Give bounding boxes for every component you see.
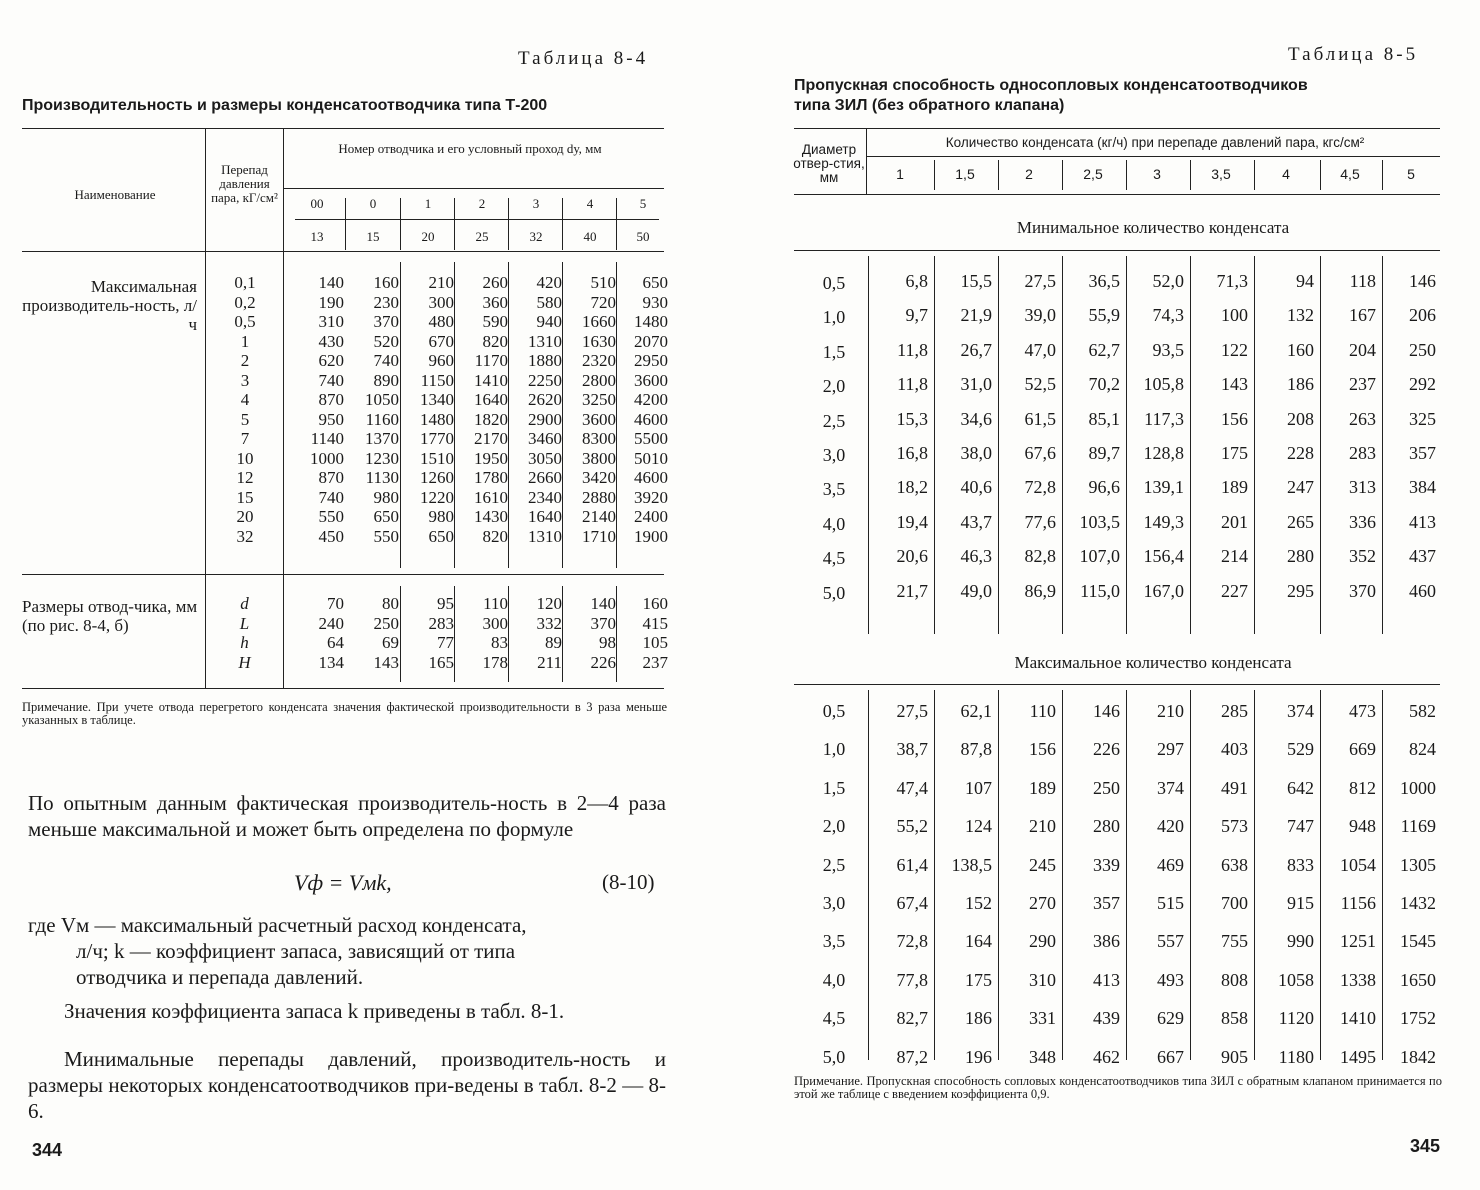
col-divider — [205, 128, 206, 688]
diameters-max — [804, 692, 864, 1076]
header-group: Номер отводчика и его условный проход dу, мм — [338, 141, 602, 156]
table-number: Таблица 8-5 — [1288, 44, 1419, 65]
min-value-column: 15,5 21,9 26,7 31,0 34,6 38,0 40,6 43,7 46,3 49,0 — [960, 271, 992, 601]
min-value-column: 36,5 55,9 62,7 70,2 85,1 89,7 96,6 103,5 107,0 115,0 — [1079, 271, 1120, 601]
page-number: 344 — [32, 1140, 63, 1160]
header-subrule — [295, 219, 659, 220]
pressure-column: 0,1 0,2 0,5 1 2 3 4 5 7 10 12 15 20 32 — [234, 273, 256, 546]
value-column: 140 190 310 430 620 740 870 950 1140 1000 870 740 550 450 — [310, 273, 344, 546]
header-number-cell: 0 — [369, 196, 377, 211]
value-column: 80 250 69 143 — [373, 594, 399, 672]
section-label-dimensions: Размеры отвод-чика, мм (по рис. 8-4, б) — [22, 597, 198, 635]
header-pass-cell: 40 — [583, 229, 597, 244]
formula-number: (8-10) — [602, 870, 655, 894]
page-number: 345 — [1410, 1136, 1441, 1156]
header-pass-cell: 15 — [366, 229, 380, 244]
header-pressure-cell: 3 — [1153, 166, 1161, 182]
header-pressure-cell: 2 — [1025, 166, 1033, 182]
min-value-column: 118 167 204 237 263 283 313 336 352 370 — [1349, 271, 1376, 601]
header-number-cell: 4 — [586, 196, 594, 211]
min-value-column: 6,8 9,7 11,8 11,8 15,3 16,8 18,2 19,4 20,6 21,7 — [896, 271, 928, 601]
header-number-cell: 00 — [310, 196, 324, 211]
header-pass-cell: 13 — [310, 229, 324, 244]
diameters-min — [804, 266, 864, 610]
min-value-column: 27,5 39,0 47,0 52,5 61,5 67,6 72,8 77,6 82,8 86,9 — [1024, 271, 1056, 601]
min-value-column: 94 132 160 186 208 228 247 265 280 295 — [1287, 271, 1314, 601]
diameter-column: 0,5 1,0 1,5 2,0 2,5 3,0 3,5 4,0 4,5 5,0 — [822, 701, 846, 1067]
col-divider — [866, 128, 867, 194]
header-name: Наименование — [74, 187, 156, 202]
value-column: 510 720 1660 1630 2320 2800 3250 3600 8300 3800 3420 2880 2140 1710 — [582, 273, 616, 546]
min-value-column: 52,0 74,3 93,5 105,8 117,3 128,8 139,1 149,3 156,4 167,0 — [1143, 271, 1184, 601]
section-divider — [22, 574, 664, 575]
max-value-column: 146 226 250 280 339 357 386 413 439 462 — [1093, 701, 1120, 1067]
header-pressure-cell: 3,5 — [1211, 166, 1231, 182]
max-value-column: 374 529 642 747 833 915 990 1058 1120 1180 — [1278, 701, 1314, 1067]
table-title-line1: Пропускная способность односопловых конденсатоотводчиков — [794, 77, 1308, 94]
col-divider — [454, 198, 455, 250]
header-pass-cell: 20 — [421, 229, 435, 244]
header-pressure-cell: 2,5 — [1083, 166, 1103, 182]
header-subrule — [283, 188, 664, 189]
col-divider — [345, 198, 346, 250]
value-column: 650 930 1480 2070 2950 3600 4200 4600 5500 5010 4600 3920 2400 1900 — [634, 273, 668, 546]
header-pressure-cell: 1 — [896, 166, 904, 182]
value-column: 260 360 590 820 1170 1410 1640 1820 2170 1950 1780 1610 1430 820 — [474, 273, 508, 546]
col-divider — [616, 198, 617, 250]
min-value-column: 146 206 250 292 325 357 384 413 437 460 — [1409, 271, 1436, 601]
dimension-symbols: d L h H — [238, 594, 251, 672]
max-value-column: 285 403 491 573 638 700 755 808 858 905 — [1221, 701, 1248, 1067]
value-column: 160 230 370 520 740 890 1050 1160 1370 1230 1130 980 650 550 — [365, 273, 399, 546]
section-label-productivity: Максимальная производитель-ность, л/ч — [22, 277, 197, 334]
header-pass-cell: 50 — [636, 229, 650, 244]
max-value-column: 473 669 812 948 1054 1156 1251 1338 1410 1495 — [1340, 701, 1376, 1067]
col-divider — [562, 198, 563, 250]
value-column: 70 240 64 134 — [318, 594, 344, 672]
table-top-rule — [794, 128, 1440, 129]
col-divider — [400, 198, 401, 250]
table-bottom-rule — [22, 688, 664, 689]
header-diameter: Диаметр отвер-стия, мм — [793, 142, 865, 185]
value-column: 210 300 480 670 960 1150 1340 1480 1770 1510 1260 1220 980 650 — [420, 273, 454, 546]
header-pressure: Перепад давления пара, кГ/см² — [211, 162, 278, 205]
paragraph-4: Минимальные перепады давлений, производитель-ность и размеры некоторых конденсатоотводчиков при-ведены в табл. 8-2 — 8-6. — [28, 1047, 666, 1123]
header-number-cell: 1 — [424, 196, 432, 211]
table-number: Таблица 8-4 — [518, 48, 649, 69]
header-number-cell: 2 — [478, 196, 486, 211]
header-number-cell: 5 — [639, 196, 647, 211]
max-value-column: 582 824 1000 1169 1305 1432 1545 1650 1752 1842 — [1400, 701, 1436, 1067]
header-pressure-cell: 5 — [1407, 166, 1415, 182]
formula: Vф = Vмk, — [294, 870, 392, 895]
max-value-column: 62,1 87,8 107 124 138,5 152 164 175 186 196 — [951, 701, 992, 1067]
table-title: Производительность и размеры конденсатоотводчика типа Т-200 — [22, 97, 548, 114]
header-bottom-rule — [22, 251, 664, 252]
table-note: Примечание. Пропускная способность сопловых конденсатоотводчиков типа ЗИЛ с обратным клапаном принимается по этой же таблице с введением коэффициента 0,9. — [794, 1074, 1442, 1101]
rule-min — [794, 250, 1440, 251]
header-pass-cell: 25 — [475, 229, 489, 244]
diameter-column: 0,5 1,0 1,5 2,0 2,5 3,0 3,5 4,0 4,5 5,0 — [822, 273, 846, 603]
max-value-column: 110 156 189 210 245 270 290 310 331 348 — [1029, 701, 1056, 1067]
caption-min: Минимальное количество конденсата — [1016, 218, 1290, 237]
header-number-cell: 3 — [532, 196, 540, 211]
rule-max — [794, 684, 1440, 685]
right-page — [740, 0, 1480, 1190]
paragraph-3: Значения коэффициента запаса k приведены в табл. 8-1. — [64, 999, 565, 1023]
caption-max: Максимальное количество конденсата — [1014, 653, 1292, 672]
header-group: Количество конденсата (кг/ч) при перепаде давлений пара, кгс/см² — [945, 135, 1365, 150]
value-column: 140 370 98 226 — [590, 594, 616, 672]
col-divider — [508, 198, 509, 250]
header-pressure-cell: 4 — [1282, 166, 1290, 182]
min-value-column: 71,3 100 122 143 156 175 189 201 214 227 — [1216, 271, 1248, 601]
value-column: 160 415 105 237 — [642, 594, 668, 672]
header-pressure-cell: 1,5 — [955, 166, 975, 182]
header-subrule — [866, 156, 1440, 157]
table-note: Примечание. При учете отвода перегретого конденсата значения фактической производительности в 3 раза меньше указанных в таблице. — [22, 700, 667, 727]
paragraph-2-line2: л/ч; k — коэффициент запаса, зависящий от типа — [76, 939, 516, 963]
header-bottom-rule — [794, 194, 1440, 195]
value-column: 95 283 77 165 — [428, 594, 454, 672]
value-column: 110 300 83 178 — [482, 594, 508, 672]
max-value-column: 210 297 374 420 469 515 557 493 629 667 — [1157, 701, 1184, 1067]
paragraph-2-line1: где Vм — максимальный расчетный расход конденсата, — [28, 913, 527, 937]
max-value-column: 27,5 38,7 47,4 55,2 61,4 67,4 72,8 77,8 82,7 87,2 — [896, 701, 928, 1067]
paragraph-1: По опытным данным фактическая производитель-ность в 2—4 раза меньше максимальной и может быть определена по формуле — [28, 791, 666, 841]
value-column: 420 580 940 1310 1880 2250 2620 2900 3460 3050 2660 2340 1640 1310 — [528, 273, 562, 546]
table-top-rule — [22, 128, 664, 129]
paragraph-2-line3: отводчика и перепада давлений. — [76, 965, 364, 989]
value-column: 120 332 89 211 — [536, 594, 562, 672]
header-pass-cell: 32 — [529, 229, 543, 244]
table-title-line2: типа ЗИЛ (без обратного клапана) — [794, 97, 1065, 114]
header-pressure-cell: 4,5 — [1340, 166, 1360, 182]
